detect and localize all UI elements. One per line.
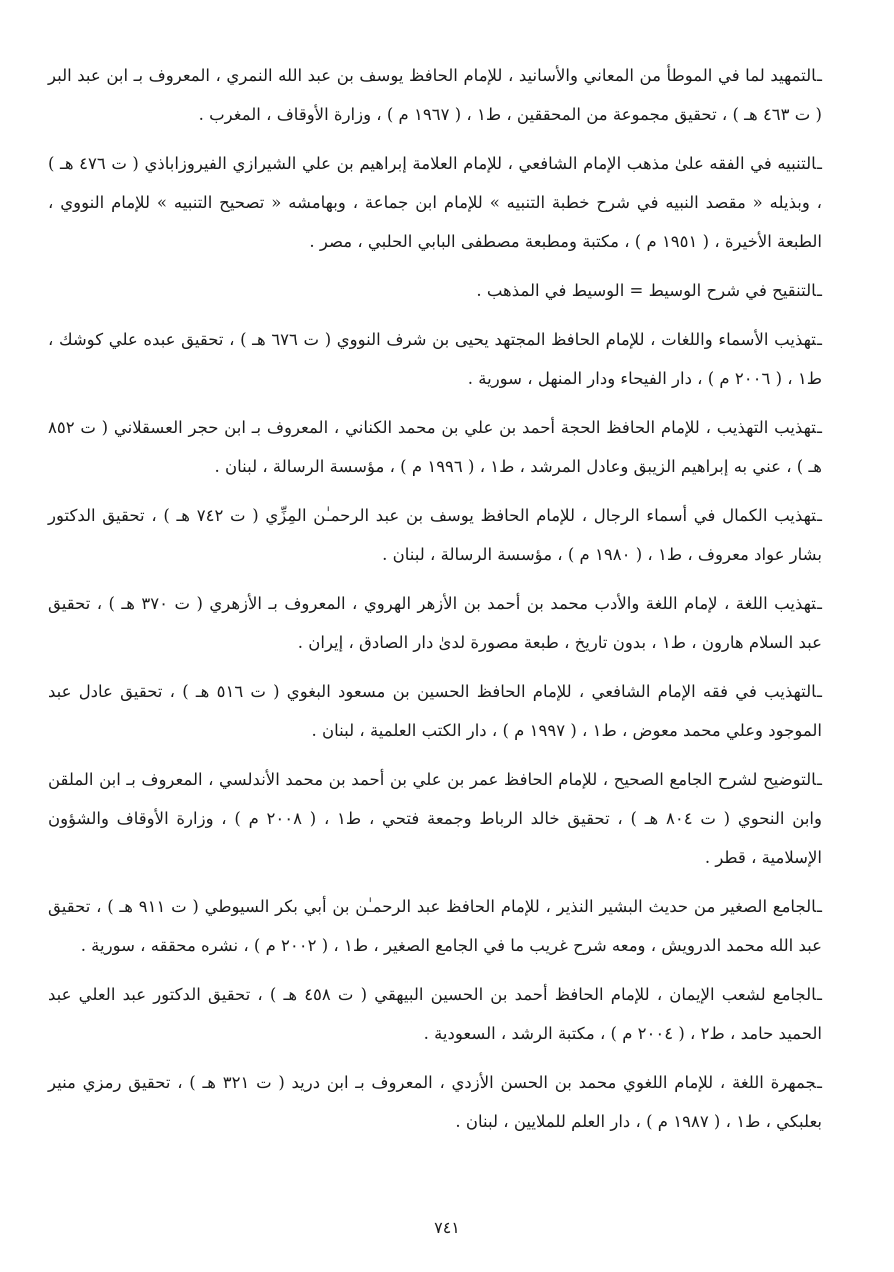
bibliography-entry: ـ جمهرة اللغة ، للإمام اللغوي محمد بن الحسن الأزدي ، المعروف بـ ابن دريد ( ت ٣٢١ هـ ) ، تحقيق رمزي منير بعلبكي ، ط١ ، ( ١٩٨٧ م ) ، دار العلم للملايين ، لبنان .: [48, 1063, 822, 1141]
bibliography-entry: ـ تهذيب الكمال في أسماء الرجال ، للإمام الحافظ يوسف بن عبد الرحمـٰن المِزِّي ( ت ٧٤٢ هـ ) ، تحقيق الدكتور بشار عواد معروف ، ط١ ، ( ١٩٨٠ م ) ، مؤسسة الرسالة ، لبنان .: [48, 496, 822, 574]
bibliography-entry: ـ الجامع الصغير من حديث البشير النذير ، للإمام الحافظ عبد الرحمـٰن بن أبي بكر السيوطي ( ت ٩١١ هـ ) ، تحقيق عبد الله محمد الدرويش ، ومعه شرح غريب ما في الجامع الصغير ، ط١ ، ( ٢٠٠٢ م ) ، نشره محققه ، سورية .: [48, 887, 822, 965]
bibliography-entry: ـ الجامع لشعب الإيمان ، للإمام الحافظ أحمد بن الحسين البيهقي ( ت ٤٥٨ هـ ) ، تحقيق الدكتور عبد العلي عبد الحميد حامد ، ط٢ ، ( ٢٠٠٤ م ) ، مكتبة الرشد ، السعودية .: [48, 975, 822, 1053]
bibliography-entry: ـ تهذيب الأسماء واللغات ، للإمام الحافظ المجتهد يحيى بن شرف النووي ( ت ٦٧٦ هـ ) ، تحقيق عبده علي كوشك ، ط١ ، ( ٢٠٠٦ م ) ، دار الفيحاء ودار المنهل ، سورية .: [48, 320, 822, 398]
bibliography-entry: ـ التنبيه في الفقه علىٰ مذهب الإمام الشافعي ، للإمام العلامة إبراهيم بن علي الشيرازي الفيروزاباذي ( ت ٤٧٦ هـ ) ، وبذيله « مقصد النبيه في شرح خطبة التنبيه » للإمام ابن جماعة ، وبهامشه « تصحيح التنبيه » للإمام النووي ، الطبعة الأخيرة ، ( ١٩٥١ م ) ، مكتبة ومطبعة مصطفى البابي الحلبي ، مصر .: [48, 144, 822, 261]
bibliography-page: [48, 56, 822, 1151]
bibliography-entry: ـ التنقيح في شرح الوسيط = الوسيط في المذهب .: [48, 271, 822, 310]
bibliography-entry: ـ التمهيد لما في الموطأ من المعاني والأسانيد ، للإمام الحافظ يوسف بن عبد الله النمري ، المعروف بـ ابن عبد البر ( ت ٤٦٣ هـ ) ، تحقيق مجموعة من المحققين ، ط١ ، ( ١٩٦٧ م ) ، وزارة الأوقاف ، المغرب .: [48, 56, 822, 134]
bibliography-entry: ـ التهذيب في فقه الإمام الشافعي ، للإمام الحافظ الحسين بن مسعود البغوي ( ت ٥١٦ هـ ) ، تحقيق عادل عبد الموجود وعلي محمد معوض ، ط١ ، ( ١٩٩٧ م ) ، دار الكتب العلمية ، لبنان .: [48, 672, 822, 750]
bibliography-entry: ـ التوضيح لشرح الجامع الصحيح ، للإمام الحافظ عمر بن علي بن أحمد بن محمد الأندلسي ، المعروف بـ ابن الملقن وابن النحوي ( ت ٨٠٤ هـ ) ، تحقيق خالد الرباط وجمعة فتحي ، ط١ ، ( ٢٠٠٨ م ) ، وزارة الأوقاف والشؤون الإسلامية ، قطر .: [48, 760, 822, 877]
bibliography-entry: ـ تهذيب اللغة ، لإمام اللغة والأدب محمد بن أحمد بن الأزهر الهروي ، المعروف بـ الأزهري ( ت ٣٧٠ هـ ) ، تحقيق عبد السلام هارون ، ط١ ، بدون تاريخ ، طبعة مصورة لدىٰ دار الصادق ، إيران .: [48, 584, 822, 662]
bibliography-entry: ـ تهذيب التهذيب ، للإمام الحافظ الحجة أحمد بن علي بن محمد الكناني ، المعروف بـ ابن حجر العسقلاني ( ت ٨٥٢ هـ ) ، عني به إبراهيم الزيبق وعادل المرشد ، ط١ ، ( ١٩٩٦ م ) ، مؤسسة الرسالة ، لبنان .: [48, 408, 822, 486]
page-number: ٧٤١: [434, 1218, 460, 1237]
